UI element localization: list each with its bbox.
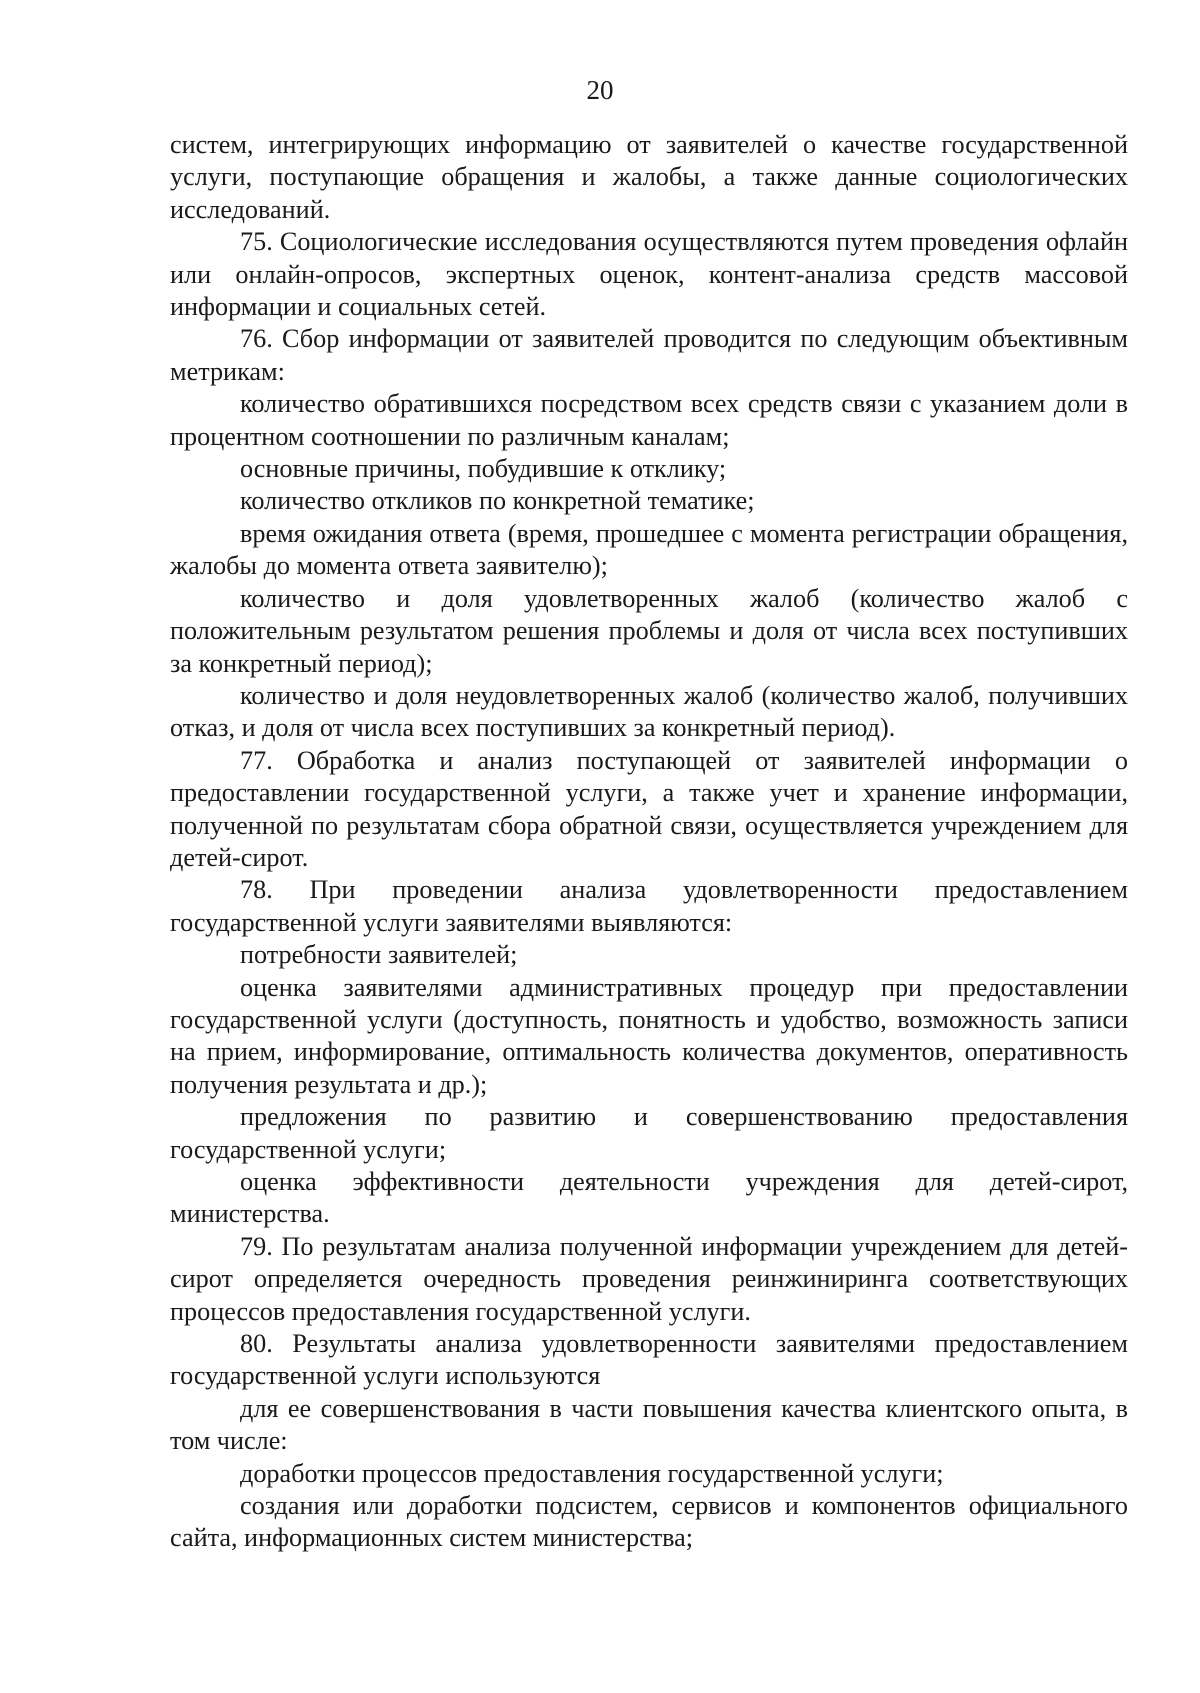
paragraph-79: 79. По результатам анализа полученной информации учреждением для детей-сирот определяется очередность проведения реинжиниринга соответствующих процессов предоставления государственной услуги. — [170, 1231, 1128, 1326]
paragraph-continuation: систем, интегрирующих информацию от заявителей о качестве государственной услуги, поступающие обращения и жалобы, а также данные социологических исследований. — [170, 130, 1128, 224]
paragraph-80: 80. Результаты анализа удовлетворенности заявителями предоставлением государственной услуги используются — [170, 1329, 1128, 1391]
list-item-metric-unsatisfied: количество и доля неудовлетворенных жалоб (количество жалоб, получивших отказ, и доля от числа всех поступивших за конкретный период). — [170, 680, 1128, 743]
list-item-proposals: предложения по развитию и совершенствованию предоставления государственной услуги; — [170, 1102, 1128, 1164]
list-item-metric-wait-time: время ожидания ответа (время, прошедшее с момента регистрации обращения, жалобы до момента ответа заявителю); — [170, 518, 1128, 581]
paragraph-77: 77. Обработка и анализ поступающей от заявителей информации о предоставлении государственной услуги, а также учет и хранение информации, полученной по результатам сбора обратной связи, осуществляется учреждением для детей-сирот. — [170, 745, 1128, 872]
list-item-process-improvement: доработки процессов предоставления государственной услуги; — [240, 1458, 944, 1488]
list-item-metric-satisfied: количество и доля удовлетворенных жалоб (количество жалоб с положительным результатом решения проблемы и доля от числа всех поступивших за конкретный период); — [170, 583, 1128, 678]
list-item-needs: потребности заявителей; — [240, 940, 518, 970]
list-item-efficiency: оценка эффективности деятельности учреждения для детей-сирот, министерства. — [170, 1167, 1128, 1229]
list-item-systems-improvement: создания или доработки подсистем, сервисов и компонентов официального сайта, информационных систем министерства; — [170, 1491, 1128, 1553]
paragraph-76: 76. Сбор информации от заявителей проводится по следующим объективным метрикам: — [170, 324, 1128, 386]
paragraph-80-continuation: для ее совершенствования в части повышения качества клиентского опыта, в том числе: — [170, 1393, 1128, 1456]
list-item-metric-reasons: основные причины, побудившие к отклику; — [240, 454, 727, 484]
page-number: 20 — [586, 75, 614, 105]
list-item-procedures-rating: оценка заявителями административных процедур при предоставлении государственной услуги (доступность, понятность и удобство, возможность записи на прием, информирование, оптимальность количества документов, оперативность получения результата и др.); — [170, 972, 1128, 1099]
document-body — [170, 129, 1128, 1555]
paragraph-78: 78. При проведении анализа удовлетворенности предоставлением государственной услуги заявителями выявляются: — [170, 875, 1128, 937]
list-item-metric-topics: количество откликов по конкретной тематике; — [240, 486, 755, 516]
list-item-metric-contacts: количество обратившихся посредством всех средств связи с указанием доли в процентном соотношении по различным каналам; — [170, 389, 1128, 451]
paragraph-75: 75. Социологические исследования осуществляются путем проведения офлайн или онлайн-опросов, экспертных оценок, контент-анализа средств массовой информации и социальных сетей. — [170, 227, 1128, 322]
